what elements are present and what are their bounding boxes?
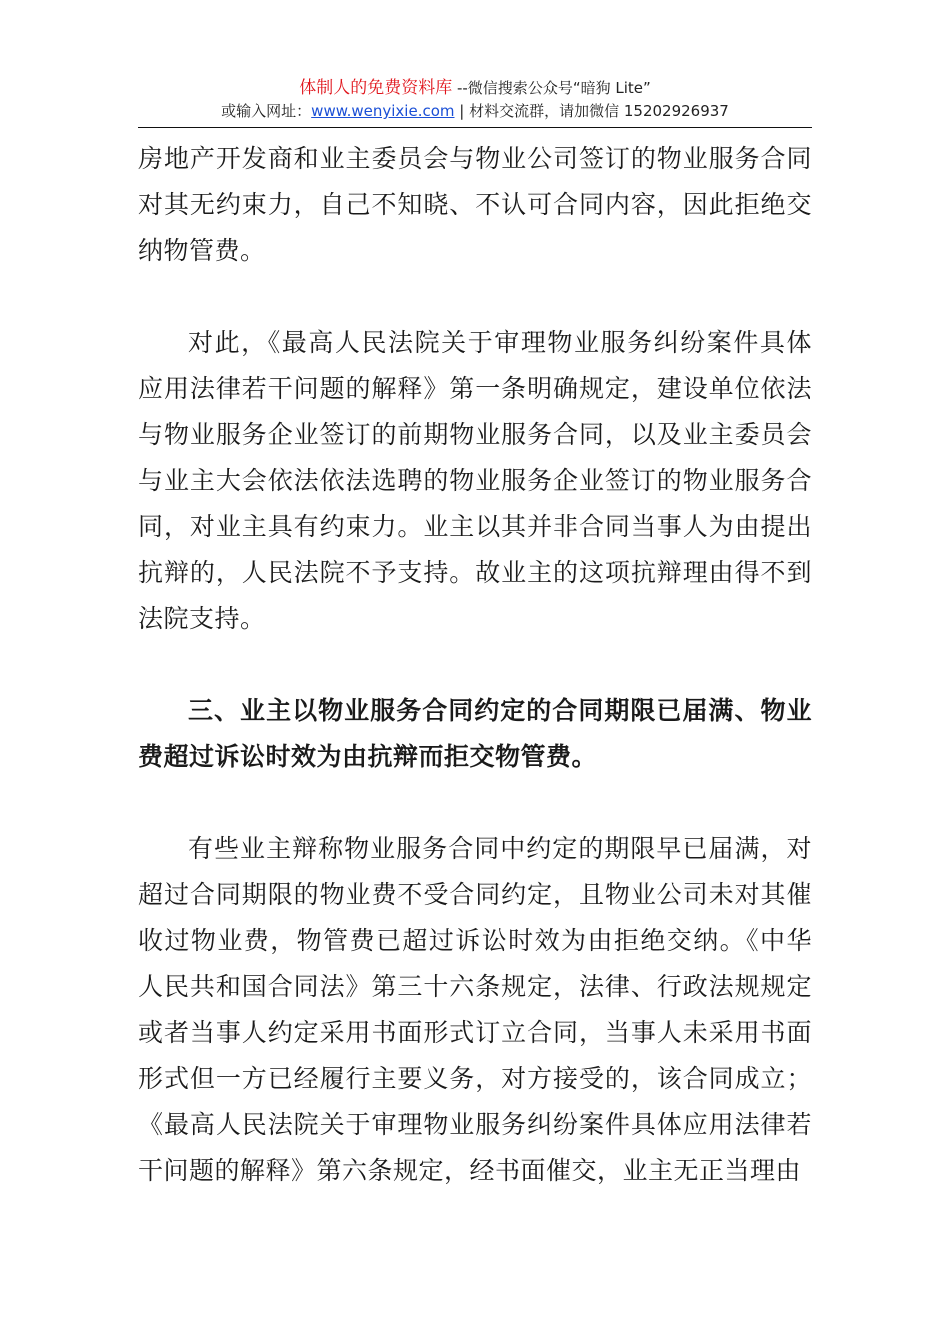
header-website-link[interactable]: www.wenyixie.com [311, 102, 455, 120]
section-heading: 三、业主以物业服务合同约定的合同期限已届满、物业费超过诉讼时效为由抗辩而拒交物管费。 [138, 696, 812, 771]
header-separator: | [454, 102, 470, 120]
document-body [138, 136, 812, 1240]
header-wechat-note: --微信搜索公众号“暗狗 Lite” [452, 79, 651, 97]
header-title-line [138, 78, 812, 98]
header-contact-line [138, 101, 812, 121]
paragraph-2: 对此，《最高人民法院关于审理物业服务纠纷案件具体应用法律若干问题的解释》第一条明确规定，建设单位依法与物业服务企业签订的前期物业服务合同，以及业主委员会与业主大会依法依法选聘的物业服务企业签订的物业服务合同，对业主具有约束力。业主以其并非合同当事人为由提出抗辩的，人民法院不予支持。故业主的这项抗辩理由得不到法院支持。 [138, 328, 812, 633]
paragraph-1: 房地产开发商和业主委员会与物业公司签订的物业服务合同对其无约束力，自己不知晓、不认可合同内容，因此拒绝交纳物管费。 [138, 144, 812, 265]
header-url-prefix: 或输入网址： [221, 102, 312, 120]
paragraph-4: 有些业主辩称物业服务合同中约定的期限早已届满，对超过合同期限的物业费不受合同约定，且物业公司未对其催收过物业费，物管费已超过诉讼时效为由拒绝交纳。《中华人民共和国合同法》第三十六条规定，法律、行政法规规定或者当事人约定采用书面形式订立合同，当事人未采用书面形式但一方已经履行主要义务，对方接受的，该合同成立；《最高人民法院关于审理物业服务纠纷案件具体应用法律若干问题的解释》第六条规定，经书面催交，业主无正当理由 [138, 834, 812, 1185]
page-header [138, 78, 812, 121]
header-contact-text: 材料交流群，请加微信 15202926937 [469, 102, 729, 120]
header-brand: 体制人的免费资料库 [299, 78, 453, 98]
header-divider [138, 127, 812, 128]
